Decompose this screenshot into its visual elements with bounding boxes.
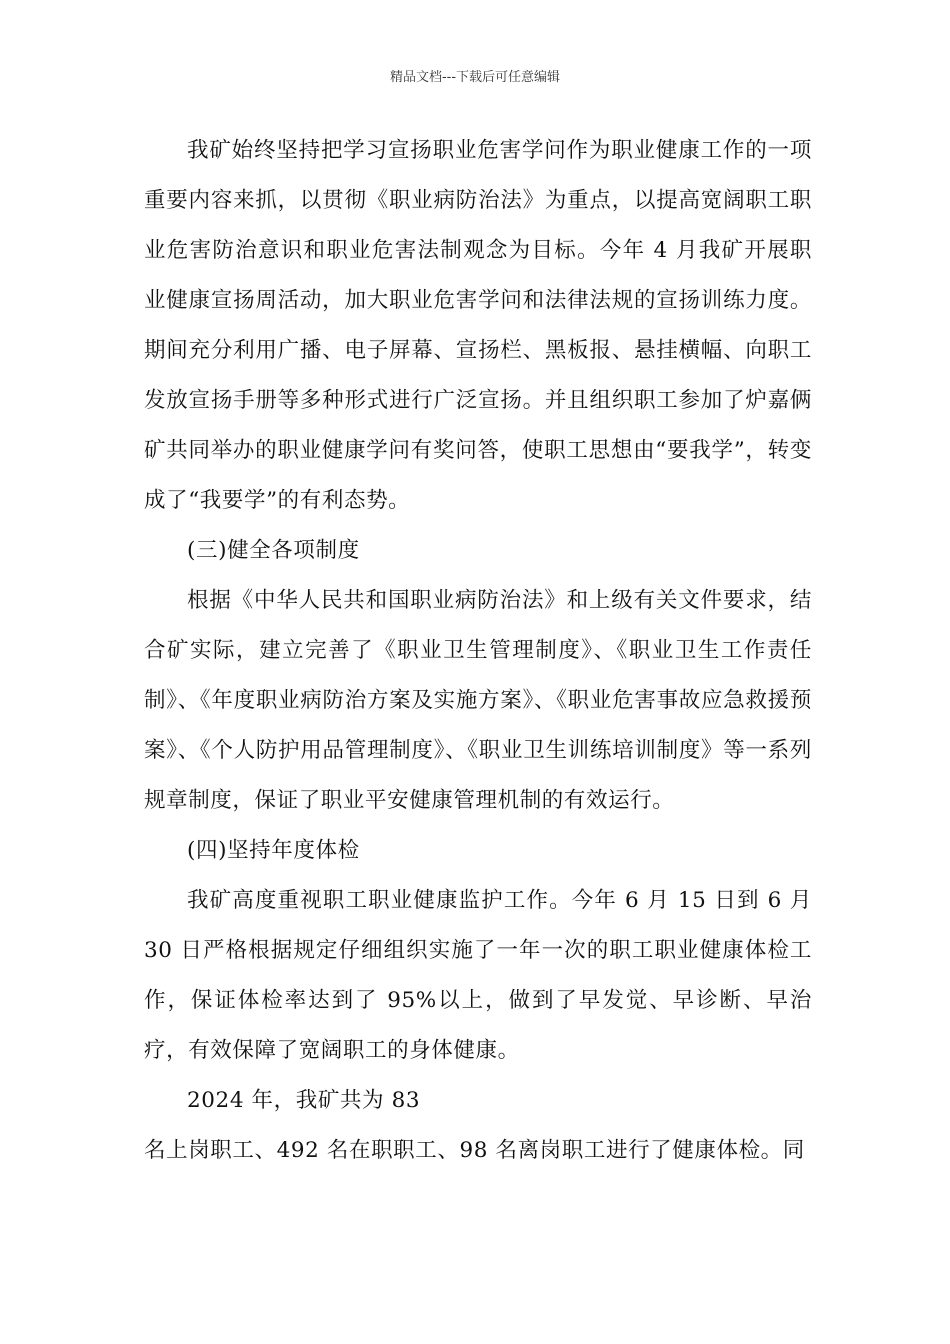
paragraph-physical-exam: 我矿高度重视职工职业健康监护工作。今年 6 月 15 日到 6 月 30 日严格根据规定仔细组织实施了一年一次的职工职业健康体检工作，保证体检率达到了 95%以上，做到了早发觉、早诊断、早治疗，有效保障了宽阔职工的身体健康。	[144, 888, 812, 1063]
section-heading-regulations: (三)健全各项制度	[187, 538, 360, 563]
document-body	[144, 126, 812, 1176]
paragraph-regulations: 根据《中华人民共和国职业病防治法》和上级有关文件要求，结合矿实际，建立完善了《职业卫生管理制度》、《职业卫生工作责任制》、《年度职业病防治方案及实施方案》、《职业危害事故应急救援预案》、《个人防护用品管理制度》、《职业卫生训练培训制度》等一系列规章制度，保证了职业平安健康管理机制的有效运行。	[144, 588, 812, 813]
paragraph-publicity: 我矿始终坚持把学习宣扬职业危害学问作为职业健康工作的一项重要内容来抓，以贯彻《职业病防治法》为重点，以提高宽阔职工职业危害防治意识和职业危害法制观念为目标。今年 4 月我矿开展职业健康宣扬周活动，加大职业危害学问和法律法规的宣扬训练力度。期间充分利用广播、电子屏幕、宣扬栏、黑板报、悬挂横幅、向职工发放宣扬手册等多种形式进行广泛宣扬。并且组织职工参加了炉嘉俩矿共同举办的职业健康学问有奖问答，使职工思想由“要我学”，转变成了“我要学”的有利态势。	[144, 138, 812, 513]
paragraph-2024-continued: 名上岗职工、492 名在职职工、98 名离岗职工进行了健康体检。同	[144, 1138, 805, 1163]
page-header: 精品文档---下载后可任意编辑	[389, 70, 561, 85]
paragraph-2024-intro: 2024 年，我矿共为 83	[187, 1088, 421, 1113]
section-heading-physical-exam: (四)坚持年度体检	[187, 838, 360, 863]
